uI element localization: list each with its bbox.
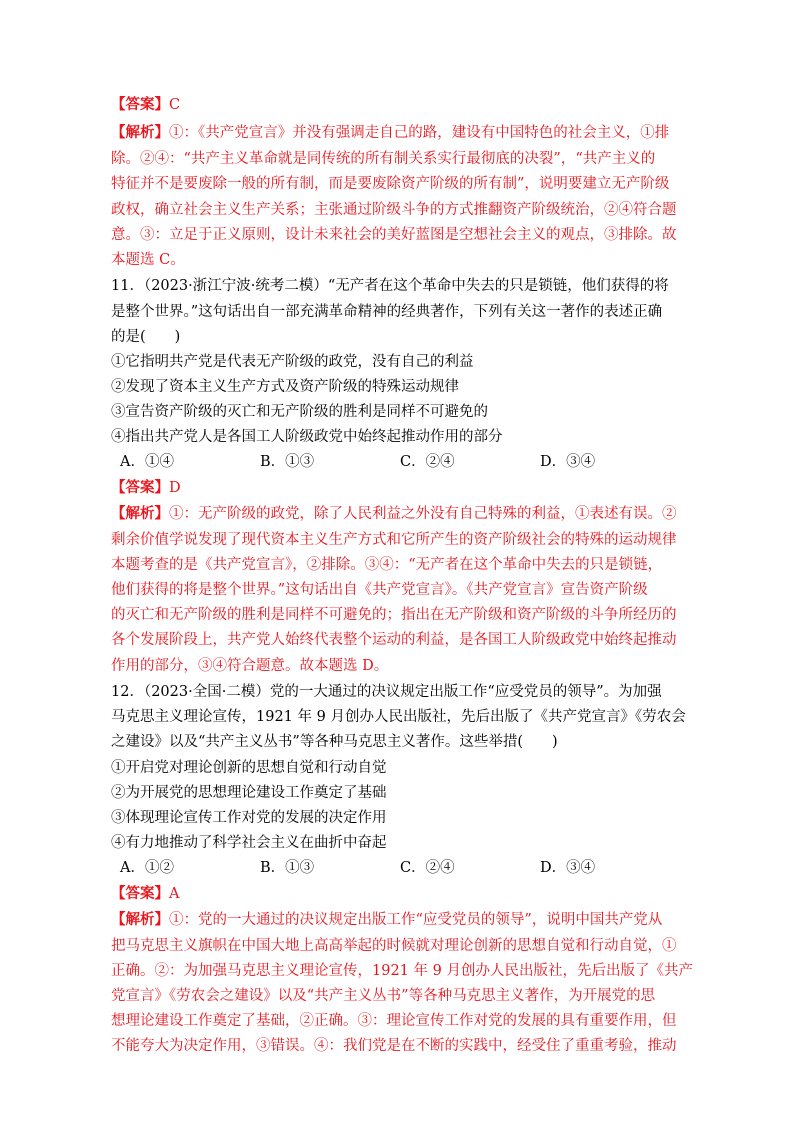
analysis-text: 把马克思主义旗帜在中国大地上高高举起的时候就对理论创新的思想自觉和行动自觉，① — [111, 938, 677, 954]
analysis-line — [111, 504, 677, 524]
analysis-text: 他们获得的将是整个世界。”这句话出自《共产党宣言》。《共产党宣言》宣告资产阶级 — [111, 582, 648, 598]
answer-line — [111, 478, 181, 498]
analysis-text: 各个发展阶段上，共产党人始终代表整个运动的利益，是各国工人阶级政党中始终起推动 — [111, 632, 677, 648]
option-b: B．①③ — [260, 860, 315, 876]
analysis-text: 剩余价值学说发现了现代资本主义生产方式和它所产生的资产阶级社会的特殊的运动规律 — [111, 532, 677, 548]
question-11-statement: ②发现了资本主义生产方式及资产阶级的特殊运动规律 — [111, 379, 459, 395]
option-d: D．③④ — [540, 860, 596, 876]
analysis-text: 党宣言》《劳农会之建设》以及“共产主义丛书”等各种马克思主义著作，为开展党的思 — [111, 988, 656, 1004]
question-11-statement: ④指出共产党人是各国工人阶级政党中始终起推动作用的部分 — [111, 429, 503, 445]
analysis-tag: 【解析】 — [111, 505, 169, 522]
question-12-stem: 12．（2023·全国·二模）党的一大通过的决议规定出版工作“应受党员的领导”。为加强 — [111, 684, 662, 700]
analysis-text: 不能夸大为决定作用，③错误。④：我们党是在不断的实践中，经受住了重重考验，推动 — [111, 1038, 677, 1054]
question-12-stem: 之建设》以及“共产主义丛书”等各种马克思主义著作。这些举措( ) — [111, 734, 558, 750]
answer-tag: 【答案】 — [111, 96, 169, 113]
analysis-text: ①：党的一大通过的决议规定出版工作“应受党员的领导”，说明中国共产党从 — [169, 912, 663, 928]
option-a: A．①④ — [120, 454, 174, 470]
option-b: B．①③ — [260, 454, 315, 470]
question-12-statement: ①开启党对理论创新的思想自觉和行动自觉 — [111, 760, 387, 776]
analysis-text: 作用的部分，③④符合题意。故本题选 D。 — [111, 658, 389, 674]
question-12-statement: ④有力地推动了科学社会主义在曲折中奋起 — [111, 835, 387, 851]
option-c: C．②④ — [400, 860, 455, 876]
analysis-text: 意。③：立足于正义原则，设计未来社会的美好蓝图是空想社会主义的观点，③排除。故 — [111, 227, 677, 243]
analysis-text: 想理论建设工作奠定了基础，②正确。③：理论宣传工作对党的发展的具有重要作用，但 — [111, 1013, 677, 1029]
analysis-text: ①：《共产党宣言》并没有强调走自己的路，建设有中国特色的社会主义，①排 — [169, 125, 670, 141]
analysis-tag: 【解析】 — [111, 124, 169, 141]
question-11-statement: ③宣告资产阶级的灭亡和无产阶级的胜利是同样不可避免的 — [111, 404, 488, 420]
analysis-text: ①：无产阶级的政党，除了人民利益之外没有自己特殊的利益，①表述有误。② — [169, 506, 677, 522]
answer-tag: 【答案】 — [111, 885, 169, 902]
analysis-text: 本题选 C。 — [111, 252, 185, 268]
answer-value: C — [169, 97, 181, 113]
analysis-text: 正确。②：为加强马克思主义理论宣传，1921 年 9 月创办人民出版社，先后出版了《共产 — [111, 963, 693, 979]
answer-value: D — [169, 480, 181, 496]
answer-line — [111, 95, 180, 115]
analysis-text: 特征并不是要废除一般的所有制，而是要废除资产阶级的所有制”，说明要建立无产阶级 — [111, 176, 670, 192]
question-12-stem: 马克思主义理论宣传，1921 年 9 月创办人民出版社，先后出版了《共产党宣言》《劳农会 — [111, 709, 686, 725]
question-11-stem: 11．（2023·浙江宁波·统考二模）“无产者在这个革命中失去的只是锁链，他们获得的将 — [111, 278, 669, 294]
analysis-text: 除。②④：“共产主义革命就是同传统的所有制关系实行最彻底的决裂”，“共产主义的 — [111, 151, 656, 167]
question-11-stem: 的是( ) — [111, 329, 181, 345]
option-a: A．①② — [120, 860, 174, 876]
option-c: C．②④ — [400, 454, 455, 470]
analysis-text: 的灭亡和无产阶级的胜利是同样不可避免的；指出在无产阶级和资产阶级的斗争所经历的 — [111, 607, 677, 623]
answer-line — [111, 884, 179, 904]
answer-value: A — [169, 886, 180, 902]
question-11-stem: 是整个世界。”这句话出自一部充满革命精神的经典著作，下列有关这一著作的表述正确 — [111, 304, 663, 320]
question-12-statement: ③体现理论宣传工作对党的发展的决定作用 — [111, 810, 387, 826]
analysis-tag: 【解析】 — [111, 911, 169, 928]
option-d: D．③④ — [540, 454, 596, 470]
analysis-line — [111, 123, 669, 143]
question-12-statement: ②为开展党的思想理论建设工作奠定了基础 — [111, 785, 387, 801]
analysis-text: 本题考查的是《共产党宣言》，②排除。③④：“无产者在这个革命中失去的只是锁链， — [111, 557, 663, 573]
question-11-statement: ①它指明共产党是代表无产阶级的政党，没有自己的利益 — [111, 354, 474, 370]
analysis-line — [111, 910, 662, 930]
answer-tag: 【答案】 — [111, 479, 169, 496]
analysis-text: 政权，确立社会主义生产关系；主张通过阶级斗争的方式推翻资产阶级统治，②④符合题 — [111, 202, 677, 218]
